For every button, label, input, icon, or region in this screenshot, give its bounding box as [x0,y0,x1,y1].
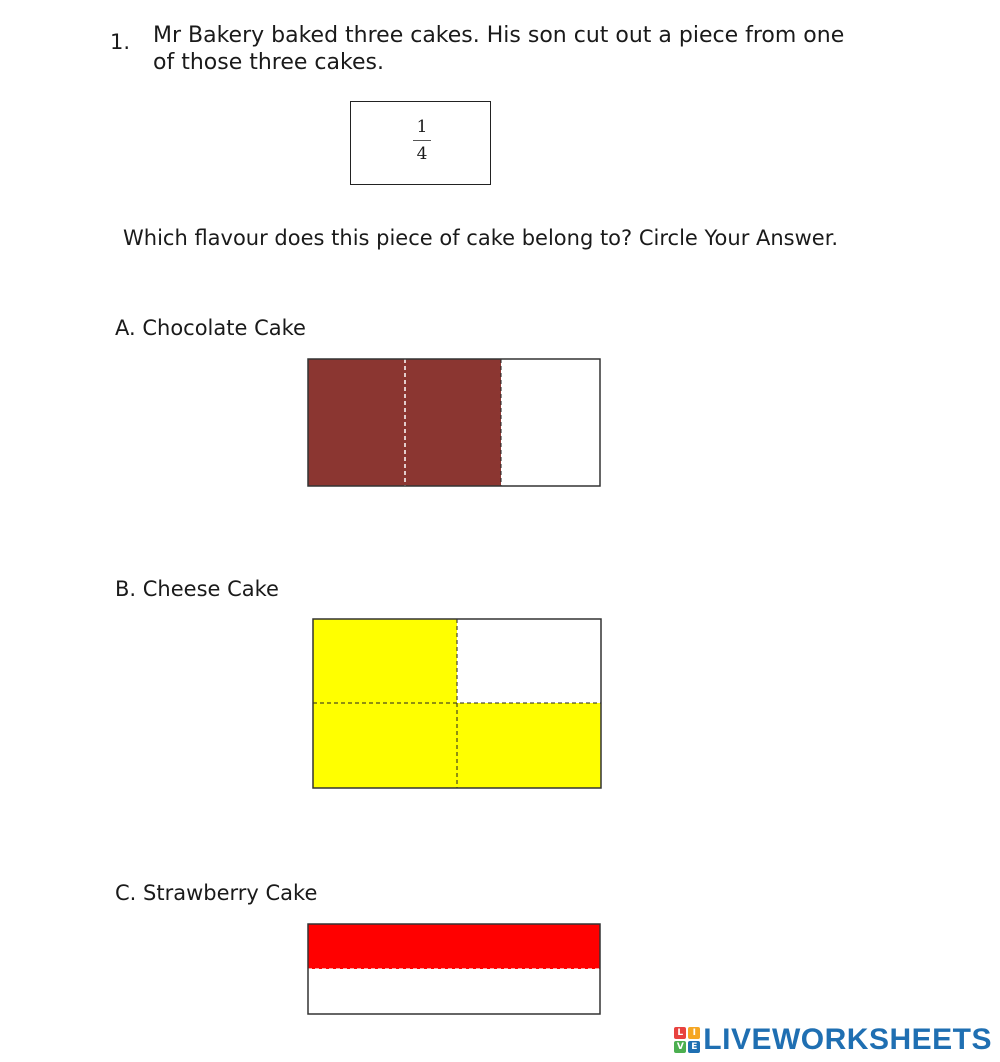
chocolate-piece-2 [405,359,501,486]
option-b-label[interactable]: B. Cheese Cake [115,577,279,601]
question-text-line2: of those three cakes. [153,50,384,75]
fraction-numerator: 1 [416,117,428,137]
option-c-label[interactable]: C. Strawberry Cake [115,881,318,905]
liveworksheets-logo [674,1024,992,1056]
option-c-cake[interactable] [307,923,601,1016]
option-a-label[interactable]: A. Chocolate Cake [115,316,306,340]
logo-letter: I [688,1027,700,1039]
question-text-line1: Mr Bakery baked three cakes. His son cut out a piece from one [153,23,845,48]
logo-letter: V [674,1041,686,1053]
cheese-piece-1 [313,619,457,703]
question-prompt: Which flavour does this piece of cake belong to? Circle Your Answer. [123,226,839,250]
question-text [153,22,873,76]
option-a-cake[interactable] [307,358,601,488]
cheese-piece-2 [313,703,457,788]
fraction-box [350,101,491,185]
fraction-denominator: 4 [416,144,428,164]
chocolate-piece-empty [501,359,600,486]
logo-letter: L [674,1027,686,1039]
logo-letter: E [688,1041,700,1053]
chocolate-piece-1 [308,359,405,486]
cheese-piece-empty [457,619,601,703]
fraction-bar [413,140,431,141]
fraction [413,116,431,165]
logo-mark-icon [674,1027,700,1053]
cheese-piece-3 [457,703,601,788]
question-number: 1. [110,30,131,54]
option-b-cake[interactable] [312,618,602,790]
strawberry-piece-1 [308,924,600,969]
logo-text: LIVEWORKSHEETS [703,1023,992,1056]
strawberry-piece-empty [308,969,600,1014]
